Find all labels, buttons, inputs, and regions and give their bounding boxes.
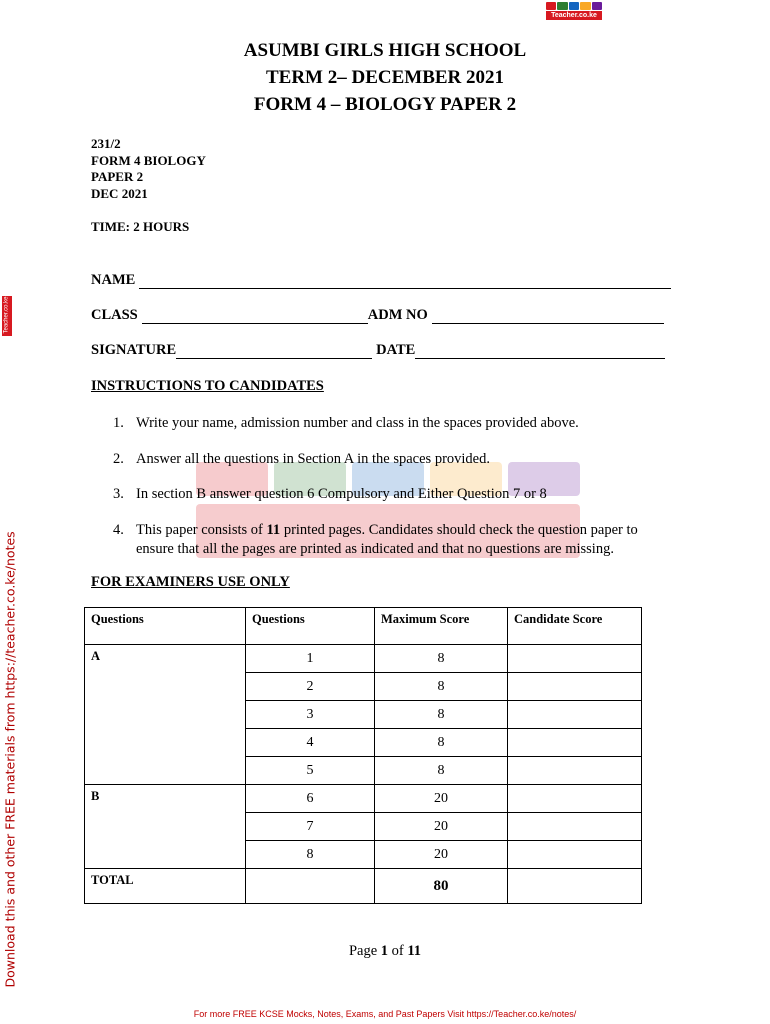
- instruction-text: Write your name, admission number and class in the spaces provided above.: [136, 415, 579, 431]
- date-line[interactable]: [415, 344, 665, 359]
- max-score: 20: [375, 785, 508, 813]
- instruction-item: [113, 485, 673, 504]
- class-line[interactable]: [142, 309, 368, 324]
- instruction-text: This paper consists of 11 printed pages. Candidates should check the question paper to ensure that all the pages are printed as indicated and that no questions are missing.: [136, 522, 638, 557]
- paper-number: PAPER 2: [91, 169, 144, 184]
- section-b-cell: B: [85, 785, 246, 869]
- paper-title: FORM 4 – BIOLOGY PAPER 2: [253, 94, 517, 115]
- question-number: 6: [246, 785, 375, 813]
- side-logo: [2, 296, 12, 336]
- max-score: 8: [375, 701, 508, 729]
- name-field-row: [91, 272, 671, 289]
- examiners-heading: FOR EXAMINERS USE ONLY: [91, 574, 290, 590]
- name-line[interactable]: [139, 274, 671, 289]
- section-a-cell: A: [85, 645, 246, 785]
- max-score: 8: [375, 645, 508, 673]
- question-number: 5: [246, 757, 375, 785]
- paper-date: DEC 2021: [91, 185, 148, 201]
- side-download-text[interactable]: Download this and other FREE materials from https://teacher.co.ke/notes: [2, 531, 18, 988]
- instruction-number: 1.: [113, 415, 124, 431]
- instruction-item: [113, 521, 673, 559]
- candidate-score-cell[interactable]: [508, 757, 642, 785]
- table-row: [85, 645, 642, 673]
- signature-line[interactable]: [176, 344, 372, 359]
- candidate-score-cell[interactable]: [508, 645, 642, 673]
- footer-link[interactable]: For more FREE KCSE Mocks, Notes, Exams, and Past Papers Visit https://Teacher.co.ke/notes/: [193, 1009, 577, 1019]
- instruction-number: 4.: [113, 522, 124, 538]
- paper-form: FORM 4 BIOLOGY: [91, 152, 206, 168]
- column-header: Questions: [85, 608, 246, 645]
- candidate-score-cell[interactable]: [508, 813, 642, 841]
- question-number: 8: [246, 841, 375, 869]
- adm-line[interactable]: [432, 309, 664, 324]
- school-name: ASUMBI GIRLS HIGH SCHOOL: [243, 40, 527, 61]
- total-label: TOTAL: [85, 869, 246, 904]
- instruction-item: [113, 414, 673, 433]
- instructions-heading: INSTRUCTIONS TO CANDIDATES: [91, 378, 324, 394]
- instruction-text: Answer all the questions in Section A in the spaces provided.: [136, 451, 490, 467]
- total-blank-cell: [246, 869, 375, 904]
- candidate-score-cell[interactable]: [508, 701, 642, 729]
- max-score: 8: [375, 673, 508, 701]
- page-number: Page 1 of 11: [348, 943, 422, 959]
- question-number: 7: [246, 813, 375, 841]
- column-header: Questions: [246, 608, 375, 645]
- total-row: [85, 869, 642, 904]
- paper-meta: [91, 136, 206, 202]
- candidate-score-cell[interactable]: [508, 841, 642, 869]
- table-row: [85, 785, 642, 813]
- logo-text: Teacher.co.ke: [546, 11, 602, 20]
- paper-code: 231/2: [91, 136, 121, 151]
- time-allowed: TIME: 2 HOURS: [91, 219, 190, 234]
- class-adm-row: [91, 307, 664, 324]
- term-title: TERM 2– DECEMBER 2021: [265, 67, 505, 88]
- column-header: Maximum Score: [375, 608, 508, 645]
- candidate-score-cell[interactable]: [508, 785, 642, 813]
- max-score: 20: [375, 813, 508, 841]
- side-logo-text: Teacher.co.ke: [3, 296, 10, 334]
- max-score: 8: [375, 757, 508, 785]
- class-label: CLASS: [91, 307, 138, 323]
- site-logo: [546, 2, 602, 20]
- column-header: Candidate Score: [508, 608, 642, 645]
- total-candidate-score-cell[interactable]: [508, 869, 642, 904]
- question-number: 1: [246, 645, 375, 673]
- instruction-number: 2.: [113, 451, 124, 467]
- instruction-number: 3.: [113, 486, 124, 502]
- date-label: DATE: [376, 342, 416, 358]
- candidate-score-cell[interactable]: [508, 673, 642, 701]
- name-label: NAME: [91, 272, 136, 288]
- max-score: 8: [375, 729, 508, 757]
- max-score: 20: [375, 841, 508, 869]
- instruction-item: [113, 450, 673, 469]
- adm-label: ADM NO: [367, 307, 428, 323]
- total-max-score: 80: [375, 869, 508, 904]
- table-header-row: [85, 608, 642, 645]
- question-number: 2: [246, 673, 375, 701]
- signature-date-row: [91, 342, 665, 359]
- question-number: 3: [246, 701, 375, 729]
- question-number: 4: [246, 729, 375, 757]
- instruction-text: In section B answer question 6 Compulsory and Either Question 7 or 8: [136, 486, 547, 502]
- signature-label: SIGNATURE: [91, 342, 177, 358]
- logo-tiles: [546, 2, 602, 10]
- candidate-score-cell[interactable]: [508, 729, 642, 757]
- score-table: [84, 607, 642, 904]
